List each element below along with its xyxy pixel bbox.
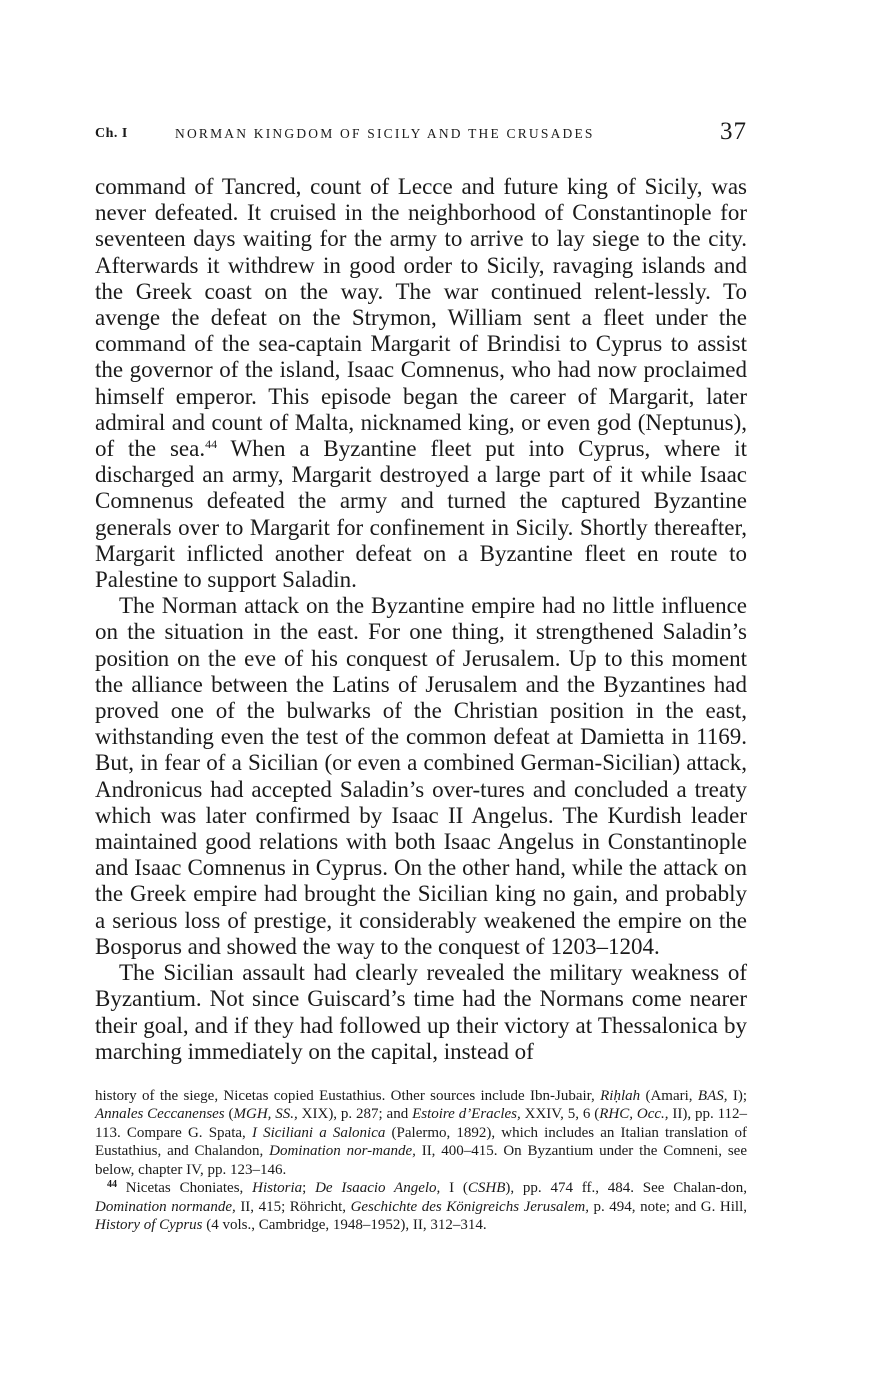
footnote-italic: I Siciliani a Salonica: [251, 1124, 386, 1141]
footnote-text: (: [224, 1106, 234, 1123]
footnote-number-44: 44: [107, 1179, 117, 1191]
running-title: NORMAN KINGDOM OF SICILY AND THE CRUSADES: [175, 126, 595, 141]
footnote-italic: De Isaacio Angelo,: [315, 1180, 441, 1197]
paragraph-1-tail: When a Byzantine fleet put into Cyprus, where it discharged an army, Margarit destroyed a large part of it while Isaac Comnenus defeated the army and turned the captured Byzantine generals over to Margarit for confinement in Sicily. Shortly thereafter, Margarit inflicted another defeat on a Byzantine fleet en route to Palestine to support Saladin.: [95, 436, 747, 593]
footnote-text: XXIV, 5, 6 (: [520, 1106, 600, 1123]
footnote-italic: Historia: [252, 1180, 303, 1197]
footnote-text: history of the siege, Nicetas copied Eustathius. Other sources include Ibn-Jubair,: [95, 1087, 601, 1104]
footnote-italic: Domination normande,: [95, 1198, 236, 1215]
footnote-text: p. 494, note; and G. Hill,: [588, 1198, 747, 1215]
footnote-italic: Annales Ceccanenses: [95, 1106, 225, 1123]
footnote-italic: History of Cyprus: [95, 1217, 203, 1234]
footnote-text: (4 vols., Cambridge, 1948–1952), II, 312–314.: [202, 1217, 487, 1234]
footnote-italic: BAS,: [697, 1087, 728, 1104]
footnote-italic: Estoire d’Eracles,: [412, 1106, 521, 1123]
footnote-text: II, 400–415. On Byzantium under the Comneni, see below, chapter IV, pp. 123–146.: [95, 1143, 747, 1178]
footnote-continued: [95, 1087, 747, 1180]
body-paragraph-2: The Norman attack on the Byzantine empire had no little influence on the situation in the east. For one thing, it strengthened Saladin’s position on the eve of his conquest of Jerusalem. Up to this moment the alliance between the Latins of Jerusalem and the Byzantines had proved one of the bulwarks of the Christian position in the east, withstanding even the test of the common defeat at Damietta in 1169. But, in fear of a Sicilian (or even a combined German-Sicilian) attack, Andronicus had accepted Saladin’s over-tures and concluded a treaty which was later confirmed by Isaac II Angelus. The Kurdish leader maintained good relations with both Isaac Angelus in Constantinople and Isaac Comnenus in Cyprus. On the other hand, while the attack on the Greek empire had brought the Sicilian king no gain, and probably a serious loss of prestige, it considerably weakened the empire on the Bosporus and showed the way to the conquest of 1203–1204.: [95, 593, 747, 959]
footnote-italic: RHC, Occ.,: [599, 1106, 669, 1123]
main-text: [95, 174, 747, 1065]
footnote-italic: MGH, SS.,: [233, 1106, 298, 1123]
footnote-text: (Palermo, 1892), which includes an Italian translation of Eustathius, and Chalandon,: [95, 1124, 747, 1160]
page-number: 37: [720, 118, 747, 145]
paragraph-1-text: command of Tancred, count of Lecce and future king of Sicily, was never defeated. It cruised in the neighborhood of Constantinople for seventeen days waiting for the army to arrive to lay siege to the city. Afterwards it withdrew in good order to Sicily, ravaging islands and the Greek coast on the way. The war continued relent-lessly. To avenge the defeat on the Strymon, William sent a fleet under the command of the sea-captain Margarit of Brindisi to Cyprus to assist the governor of the island, Isaac Comnenus, who had now proclaimed himself emperor. This episode began the career of Margarit, later admiral and count of Malta, nicknamed king, or even god (Neptunus), of the sea.: [95, 174, 747, 462]
footnote-text: ;: [302, 1180, 316, 1197]
footnote-44: [95, 1179, 747, 1235]
footnote-text: I);: [727, 1087, 747, 1104]
footnote-reference-44[interactable]: 44: [205, 437, 218, 452]
footnote-italic: Geschichte des Königreichs Jerusalem,: [350, 1198, 589, 1215]
footnote-text: I (: [440, 1180, 468, 1197]
footnote-text: Nicetas Choniates,: [117, 1180, 253, 1197]
body-paragraph-1: [95, 174, 747, 593]
body-paragraph-3: The Sicilian assault had clearly revealed the military weakness of Byzantium. Not since Guiscard’s time had the Normans come nearer their goal, and if they had followed up their victory at Thessalonica by marching immediately on the capital, instead of: [95, 960, 747, 1064]
footnote-text: II), pp. 112–113. Compare G. Spata,: [95, 1106, 748, 1141]
chapter-label: Ch. I: [95, 126, 128, 141]
footnotes: [95, 1087, 747, 1235]
footnote-italic: Domination nor-mande,: [269, 1143, 416, 1160]
footnote-text: II, 415; Röhricht,: [235, 1198, 351, 1215]
footnote-text: ), pp. 474 ff., 484. See Chalan-don,: [505, 1180, 747, 1197]
footnote-italic: CSHB: [467, 1180, 506, 1197]
book-page: [95, 118, 747, 1235]
footnote-text: (Amari,: [640, 1087, 698, 1104]
footnote-text: XIX), p. 287; and: [297, 1106, 413, 1123]
running-header: [95, 118, 747, 152]
footnote-italic: Riḥlah: [600, 1087, 641, 1104]
